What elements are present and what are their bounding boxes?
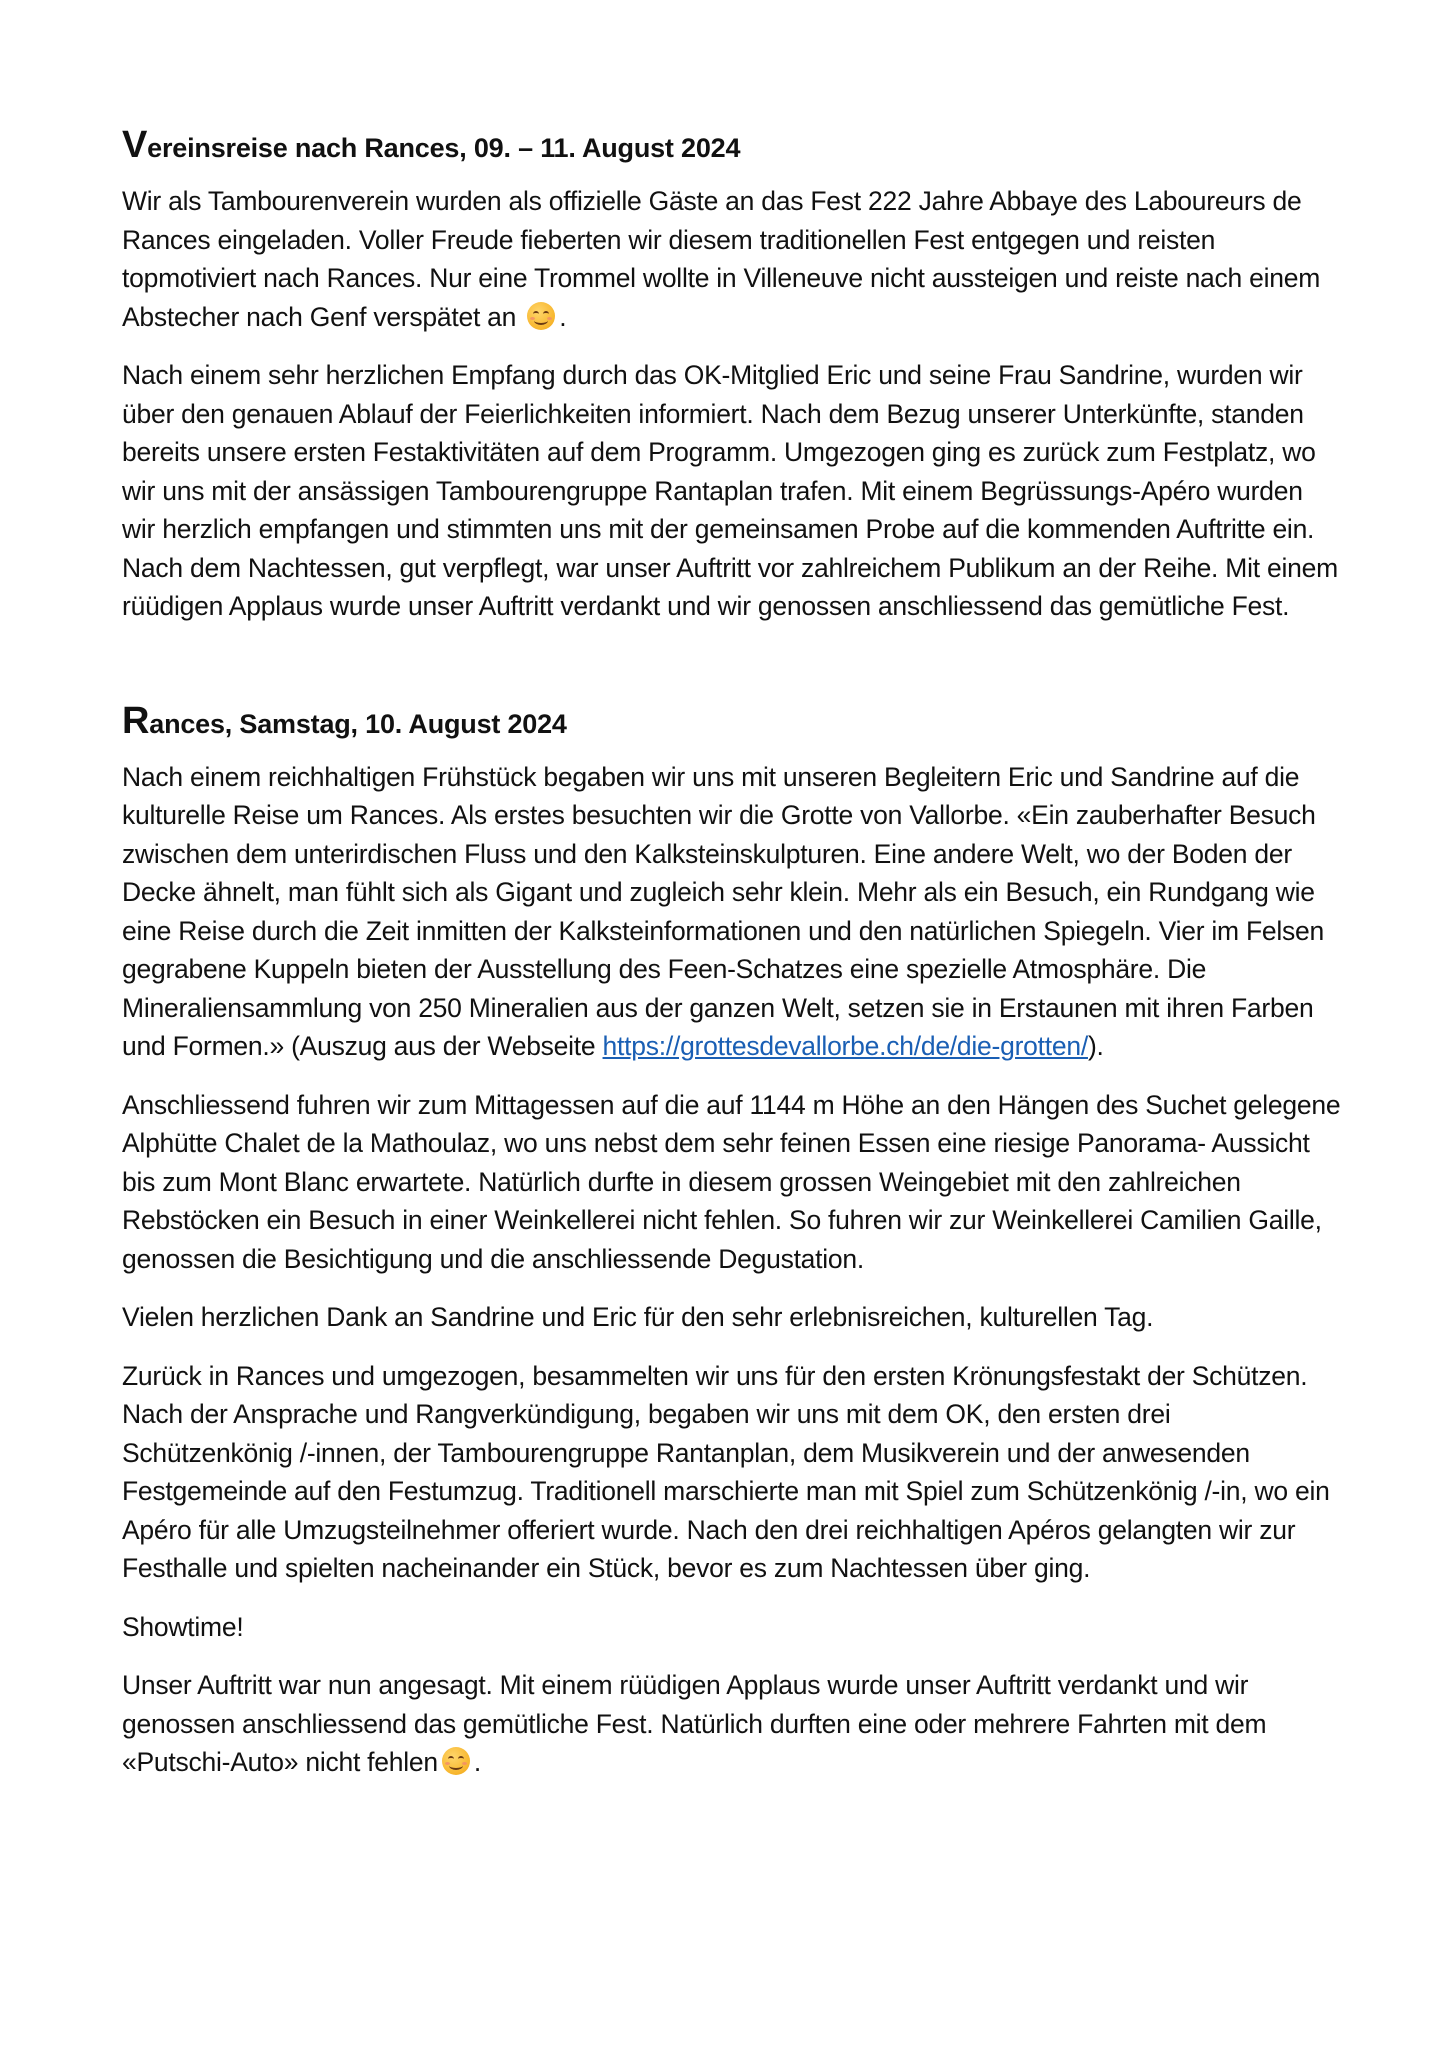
heading-initial: V: [122, 124, 148, 166]
website-link[interactable]: https://grottesdevallorbe.ch/de/die-grotten/: [602, 1031, 1088, 1061]
smiling-face-icon: [442, 1747, 470, 1775]
section-heading-vereinsreise: [122, 124, 1342, 166]
paragraph-text: Unser Auftritt war nun angesagt. Mit einem rüüdigen Applaus wurde unser Auftritt verdankt und wir genossen anschliessend das gemütliche Fest. Natürlich durften eine oder mehrere Fahrten mit dem «Putschi-Auto» nicht fehlen: [122, 1670, 1267, 1777]
punctuation: ).: [1087, 1031, 1104, 1061]
paragraph: Anschliessend fuhren wir zum Mittagessen auf die auf 1144 m Höhe an den Hängen des Suchet gelegene Alphütte Chalet de la Mathoulaz, wo uns nebst dem sehr feinen Essen eine riesige Panorama- Aussicht bis zum Mont Blanc erwartete. Natürlich durfte in diesem grossen Weingebiet mit den zahlreichen Rebstöcken ein Besuch in einer Weinkellerei nicht fehlen. So fuhren wir zur Weinkellerei Camilien Gaille, genossen die Besichtigung und die anschliessende Degustation.: [122, 1089, 1341, 1274]
smiling-face-icon: [527, 302, 555, 330]
paragraph: Vielen herzlichen Dank an Sandrine und Eric für den sehr erlebnisreichen, kulturellen Tag.: [122, 1302, 1154, 1332]
section-heading-rances-samstag: [122, 699, 1342, 742]
paragraph-text: Wir als Tambourenverein wurden als offizielle Gäste an das Fest 222 Jahre Abbaye des Laboureurs de Rances eingeladen. Voller Freude fieberten wir diesem traditionellen Fest entgegen und reisten topmotiviert nach Rances. Nur eine Trommel wollte in Villeneuve nicht aussteigen und reiste nach einem Abstecher nach Genf verspätet an: [122, 186, 1321, 332]
punctuation: .: [559, 301, 567, 332]
paragraph-text: Nach einem reichhaltigen Frühstück begaben wir uns mit unseren Begleitern Eric und Sandrine auf die kulturelle Reise um Rances. Als erstes besuchten wir die Grotte von Vallorbe. «Ein zauberhafter Besuch zwischen dem unterirdischen Fluss und den Kalksteinskulpturen. Eine andere Welt, wo der Boden der Decke ähnelt, man fühlt sich als Gigant und zugleich sehr klein. Mehr als ein Besuch, ein Rundgang wie eine Reise durch die Zeit inmitten der Kalksteinformationen und den natürlichen Spiegeln. Vier im Felsen gegrabene Kuppeln bieten der Ausstellung des Feen-Schatzes eine spezielle Atmosphäre. Die Mineraliensammlung von 250 Mineralien aus der ganzen Welt, setzen sie in Erstaunen mit ihren Farben und Formen.» (Auszug aus der Webseite: [122, 761, 1325, 1061]
punctuation: .: [473, 1747, 481, 1777]
paragraph-showtime: Showtime!: [122, 1611, 244, 1642]
heading-initial: R: [122, 699, 150, 742]
paragraph: [122, 182, 1342, 336]
paragraph: Zurück in Rances und umgezogen, besammelten wir uns für den ersten Krönungsfestakt der Schützen. Nach der Ansprache und Rangverkündigung, begaben wir uns mit dem OK, den ersten drei Schützenkönig /-innen, der Tambourengruppe Rantanplan, dem Musikverein und der anwesenden Festgemeinde auf den Festumzug. Traditionell marschierte man mit Spiel zum Schützenkönig /-in, wo ein Apéro für alle Umzugsteilnehmer offeriert wurde. Nach den drei reichhaltigen Apéros gelangten wir zur Festhalle und spielten nacheinander ein Stück, bevor es zum Nachtessen über ging.: [122, 1360, 1330, 1583]
document-page: [122, 124, 1342, 1782]
paragraph: Nach einem sehr herzlichen Empfang durch das OK-Mitglied Eric und seine Frau Sandrine, wurden wir über den genauen Ablauf der Feierlichkeiten informiert. Nach dem Bezug unserer Unterkünfte, standen bereits unsere ersten Festaktivitäten auf dem Programm. Umgezogen ging es zurück zum Festplatz, wo wir uns mit der ansässigen Tambourengruppe Rantaplan trafen. Mit einem Begrüssungs-Apéro wurden wir herzlich empfangen und stimmten uns mit der gemeinsamen Probe auf die kommenden Auftritte ein. Nach dem Nachtessen, gut verpflegt, war unser Auftritt vor zahlreichem Publikum an der Reihe. Mit einem rüüdigen Applaus wurde unser Auftritt verdankt und wir genossen anschliessend das gemütliche Fest.: [122, 360, 1338, 621]
paragraph: [122, 1666, 1342, 1782]
heading-text: ereinsreise nach Rances, 09. – 11. August 2024: [147, 133, 741, 163]
paragraph: [122, 758, 1342, 1066]
heading-text: ances, Samstag, 10. August 2024: [149, 708, 567, 739]
